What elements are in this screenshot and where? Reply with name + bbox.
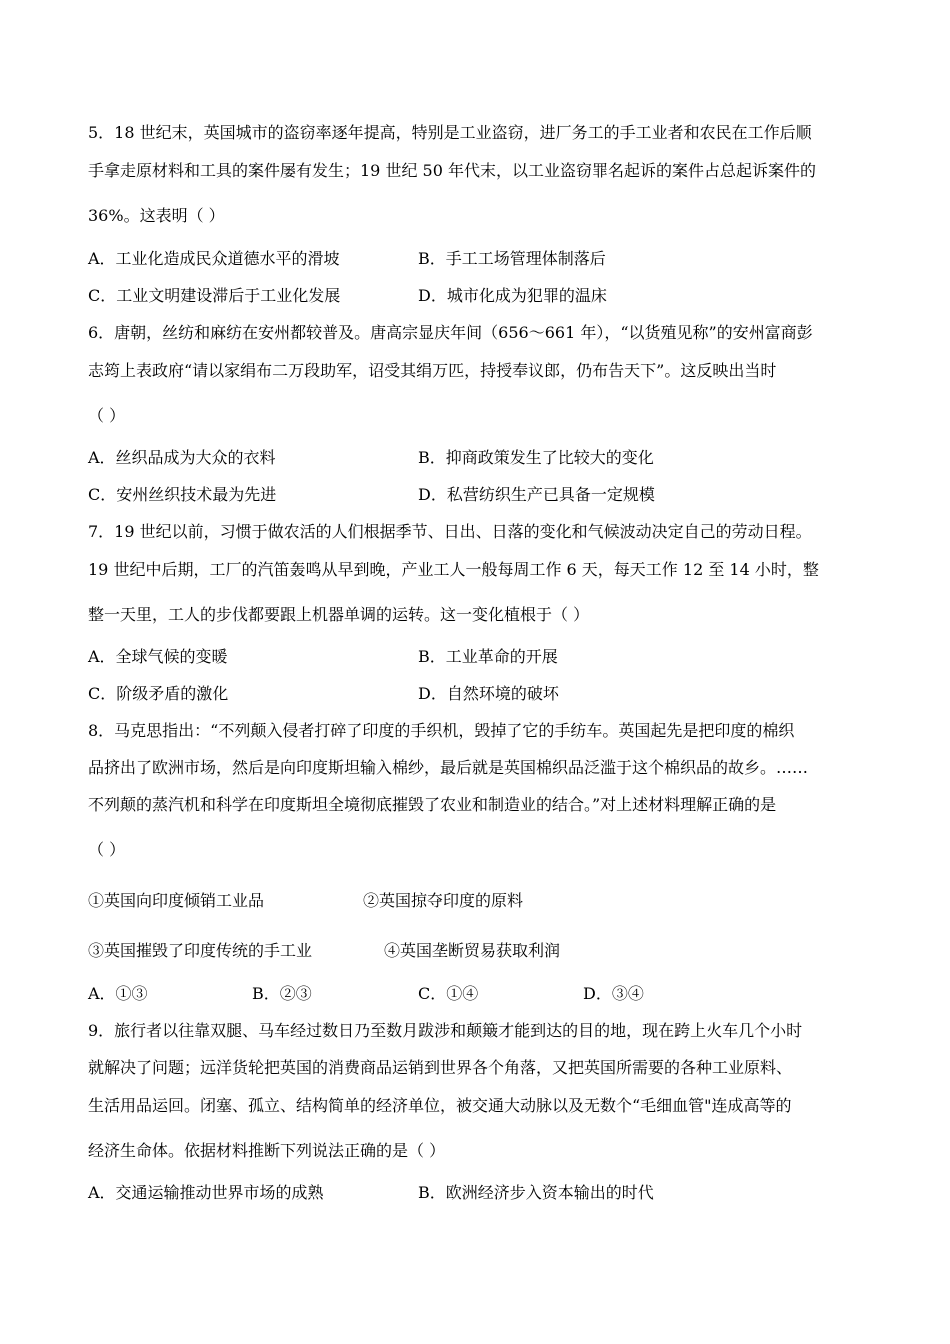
q7-option-d[interactable]: D．自然环境的破坏 <box>418 684 559 703</box>
q7-option-c[interactable]: C．阶级矛盾的激化 <box>88 684 229 703</box>
q5-option-d[interactable]: D．城市化成为犯罪的温床 <box>418 286 607 305</box>
q6-option-d[interactable]: D．私营纺织生产已具备一定规模 <box>418 485 655 504</box>
q8-item-3: ③英国摧毁了印度传统的手工业 <box>88 941 313 960</box>
q8-option-d[interactable]: D．③④ <box>583 984 644 1003</box>
q7-option-a[interactable]: A．全球气候的变暖 <box>88 647 228 666</box>
q7-stem-line-2: 19 世纪中后期，工厂的汽笛轰鸣从早到晚，产业工人一般每周工作 6 天，每天工作 12 至 14 小时，整 <box>88 560 819 579</box>
q5-option-c[interactable]: C．工业文明建设滞后于工业化发展 <box>88 286 341 305</box>
q6-option-b[interactable]: B．抑商政策发生了比较大的变化 <box>418 448 654 467</box>
q9-option-a[interactable]: A．交通运输推动世界市场的成熟 <box>88 1183 324 1202</box>
q7-stem-line-3: 整一天里，工人的步伐都要跟上机器单调的运转。这一变化植根于（ ） <box>88 605 590 624</box>
q6-option-c[interactable]: C．安州丝织技术最为先进 <box>88 485 277 504</box>
q8-stem-line-2: 品挤出了欧洲市场，然后是向印度斯坦输入棉纱，最后就是英国棉织品泛滥于这个棉织品的故乡。…… <box>88 758 809 777</box>
q8-stem-line-4: （ ） <box>88 840 126 859</box>
q5-stem-line-3: 36%。这表明（ ） <box>88 206 225 225</box>
q5-option-a[interactable]: A．工业化造成民众道德水平的滑坡 <box>88 249 340 268</box>
q8-option-c[interactable]: C．①④ <box>418 984 479 1003</box>
q9-stem-line-1: 9．旅行者以往靠双腿、马车经过数日乃至数月跋涉和颠簸才能到达的目的地，现在跨上火车几个小时 <box>88 1021 803 1040</box>
q9-stem-line-2: 就解决了问题；远洋货轮把英国的消费商品运销到世界各个角落，又把英国所需要的各种工业原料、 <box>88 1058 793 1077</box>
q9-stem-line-3: 生活用品运回。闭塞、孤立、结构简单的经济单位，被交通大动脉以及无数个“毛细血管"连成高等的 <box>88 1096 792 1115</box>
q7-option-b[interactable]: B．工业革命的开展 <box>418 647 558 666</box>
q6-stem-line-2: 志筠上表政府“请以家绢布二万段助军，诏受其绢万匹，持授奉议郎，仍布告天下”。这反映出当时 <box>88 361 777 380</box>
q9-option-b[interactable]: B．欧洲经济步入资本输出的时代 <box>418 1183 654 1202</box>
q8-option-b[interactable]: B．②③ <box>252 984 312 1003</box>
q6-option-a[interactable]: A．丝织品成为大众的衣料 <box>88 448 276 467</box>
q5-stem-line-1: 5．18 世纪末，英国城市的盗窃率逐年提高，特别是工业盗窃，进厂务工的手工业者和农民在工作后顺 <box>88 123 812 142</box>
q6-stem-line-1: 6．唐朝，丝纺和麻纺在安州都较普及。唐高宗显庆年间（656～661 年），“以货殖见称”的安州富商彭 <box>88 323 813 342</box>
q8-stem-line-3: 不列颠的蒸汽机和科学在印度斯坦全境彻底摧毁了农业和制造业的结合。”对上述材料理解正确的是 <box>88 795 777 814</box>
q8-item-4: ④英国垄断贸易获取利润 <box>384 941 561 960</box>
q7-stem-line-1: 7．19 世纪以前，习惯于做农活的人们根据季节、日出、日落的变化和气候波动决定自己的劳动日程。 <box>88 522 812 541</box>
q8-item-2: ②英国掠夺印度的原料 <box>363 891 524 910</box>
q8-item-1: ①英国向印度倾销工业品 <box>88 891 265 910</box>
q5-stem-line-2: 手拿走原材料和工具的案件屡有发生；19 世纪 50 年代末，以工业盗窃罪名起诉的案件占总起诉案件的 <box>88 161 816 180</box>
q9-stem-line-4: 经济生命体。依据材料推断下列说法正确的是（ ） <box>88 1141 446 1160</box>
q8-stem-line-1: 8．马克思指出：“不列颠入侵者打碎了印度的手织机，毁掉了它的手纺车。英国起先是把印度的棉织 <box>88 721 795 740</box>
q5-option-b[interactable]: B．手工工场管理体制落后 <box>418 249 606 268</box>
q6-stem-line-3: （ ） <box>88 406 126 425</box>
q8-option-a[interactable]: A．①③ <box>88 984 148 1003</box>
